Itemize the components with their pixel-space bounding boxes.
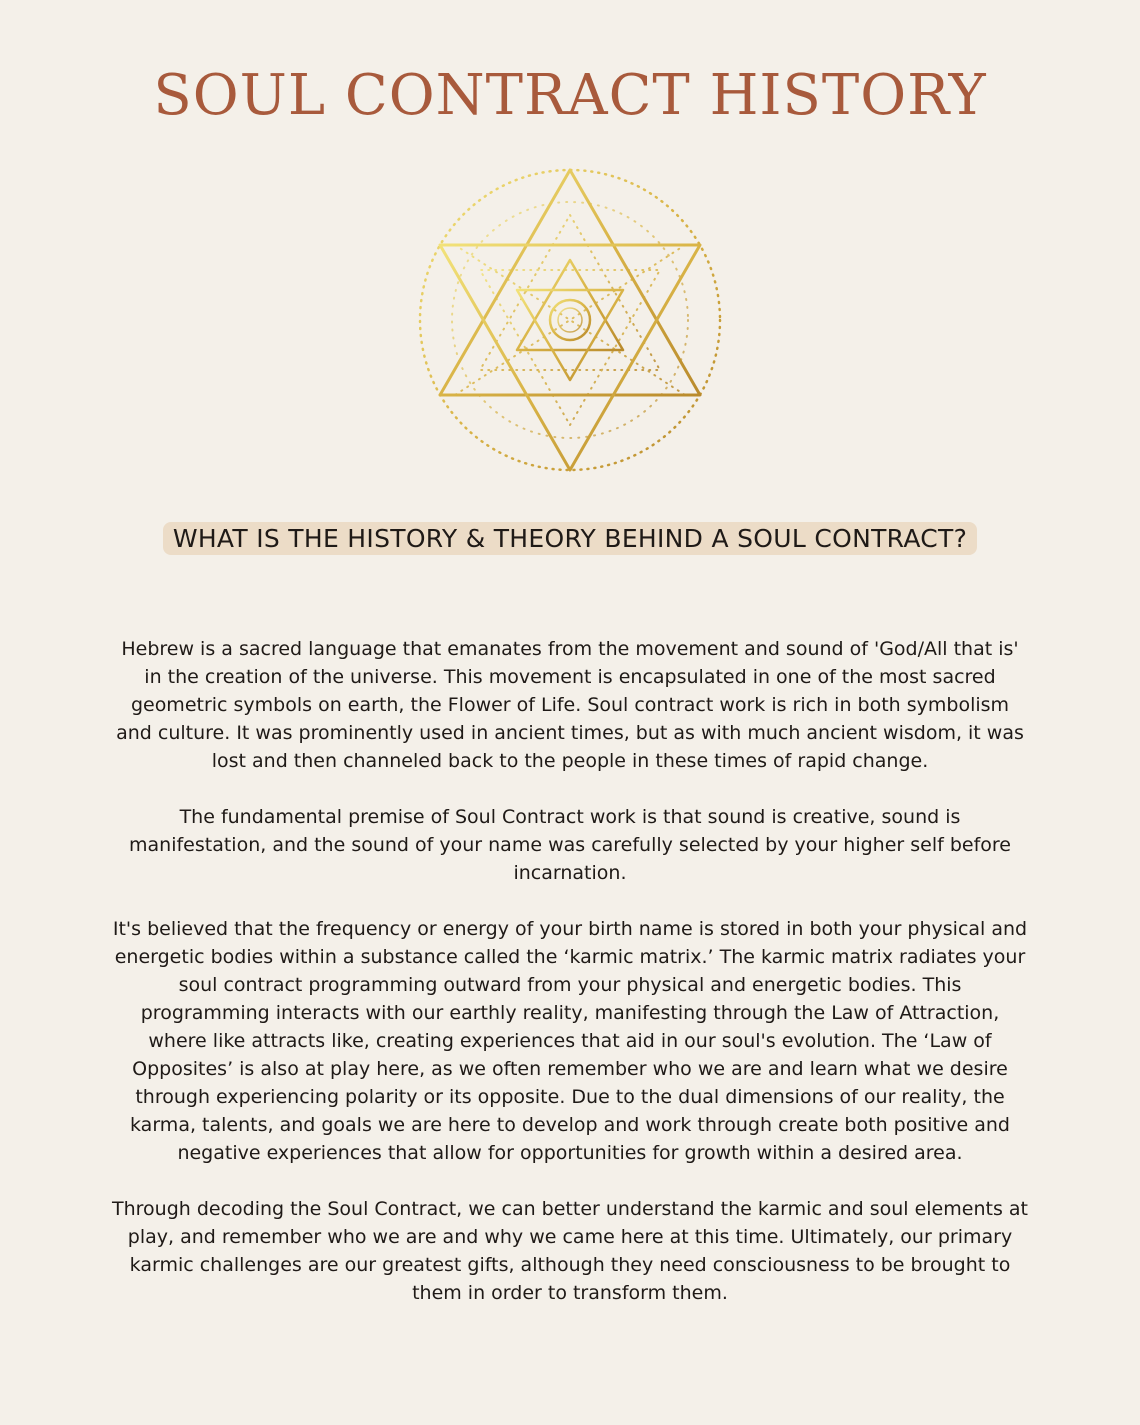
paragraph-karmic-matrix: It's believed that the frequency or energy of your birth name is stored in both your physical and energetic bodies within a substance called the ‘karmic matrix.’ The karmic matrix radiates your soul contract programming outward from your physical and energetic bodies. This programming interacts with our earthly reality, manifesting through the Law of Attraction, where like attracts like, creating experiences that aid in our soul's evolution. The ‘Law of Opposites’ is also at play here, as we often remember who we are and learn what we desire through experiencing polarity or its opposite. Due to the dual dimensions of our reality, the karma, talents, and goals we are here to develop and work through create both positive and negative experiences that allow for opportunities for growth within a desired area. xyxy=(112,918,1028,1164)
paragraph-decoding: Through decoding the Soul Contract, we can better understand the karmic and soul elements at play, and remember who we are and why we came here at this time. Ultimately, our primary karmic challenges are our greatest gifts, although they need consciousness to be brought to them in order to transform them. xyxy=(112,1198,1028,1304)
body-text xyxy=(112,635,1028,1335)
section-heading-wrap xyxy=(0,522,1140,559)
paragraph-hebrew: Hebrew is a sacred language that emanates from the movement and sound of 'God/All that is' in the creation of the universe. This movement is encapsulated in one of the most sacred geometric symbols on earth, the Flower of Life. Soul contract work is rich in both symbolism and culture. It was prominently used in ancient times, but as with much ancient wisdom, it was lost and then channeled back to the people in these times of rapid change. xyxy=(116,638,1024,772)
paragraph-premise: The fundamental premise of Soul Contract work is that sound is creative, sound is manifestation, and the sound of your name was carefully selected by your higher self before incarnation. xyxy=(129,806,1011,884)
page-title: SOUL CONTRACT HISTORY xyxy=(153,63,987,128)
section-heading: WHAT IS THE HISTORY & THEORY BEHIND A SOUL CONTRACT? xyxy=(163,522,977,555)
dotted-lines xyxy=(440,170,700,470)
star-of-david-icon xyxy=(410,160,730,480)
center-circle xyxy=(550,300,590,340)
